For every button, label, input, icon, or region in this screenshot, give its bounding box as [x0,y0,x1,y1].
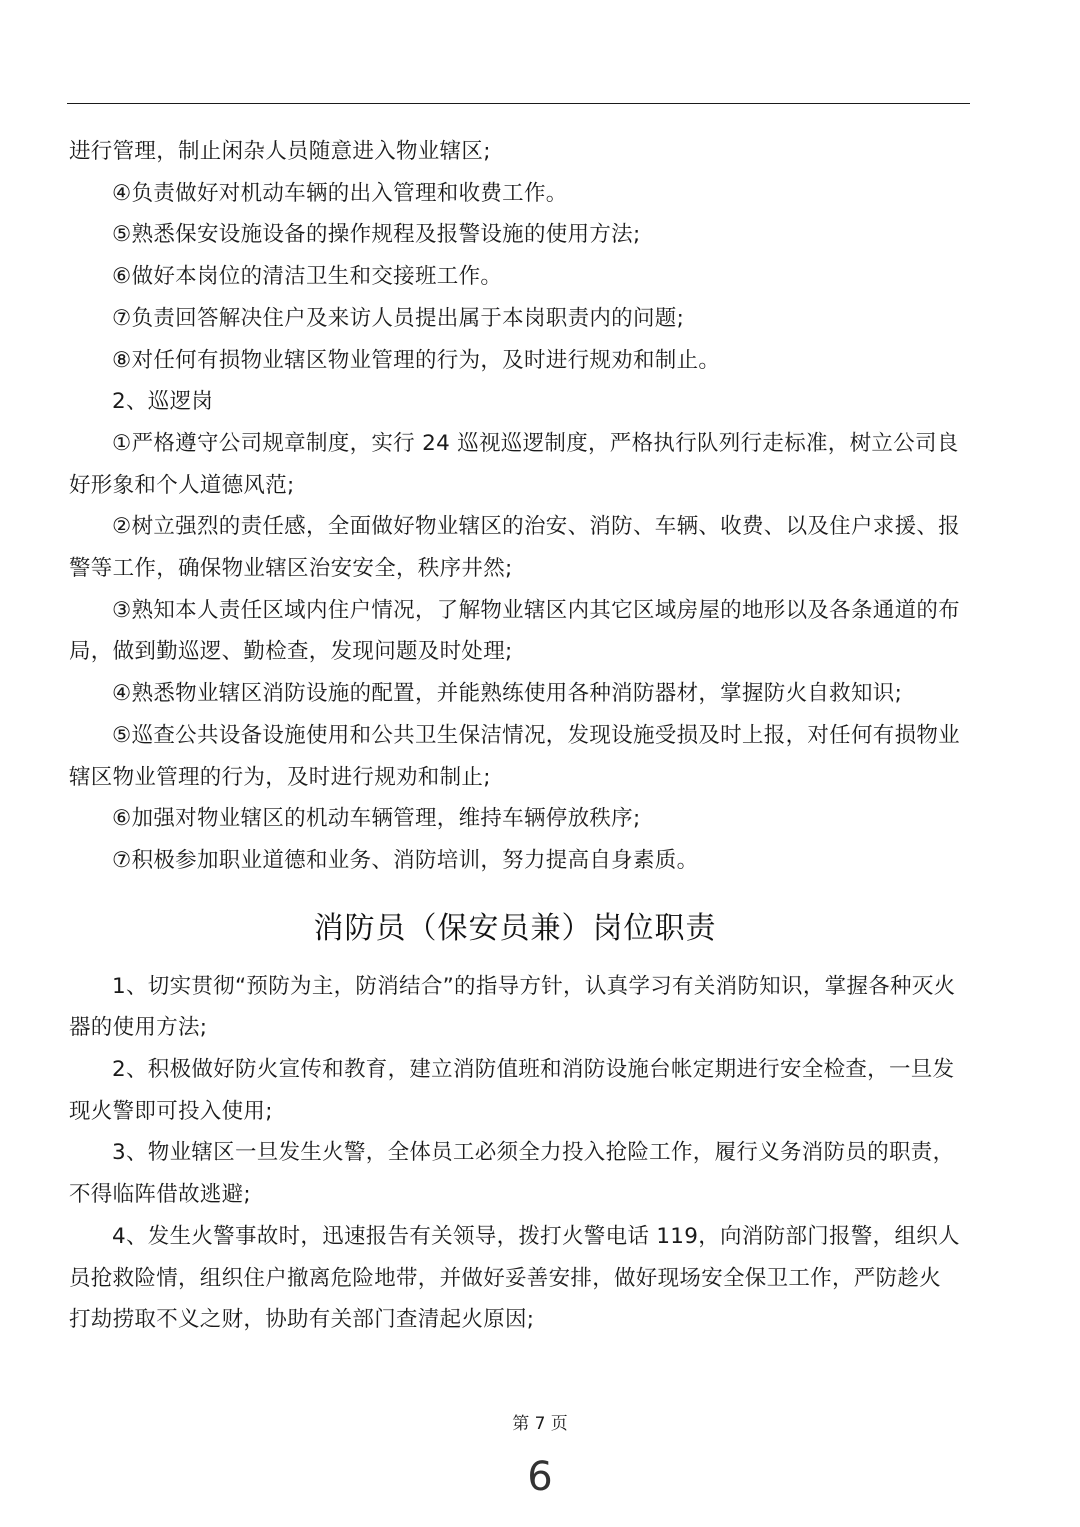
section-title: 消防员（保安员兼）岗位职责 [313,910,717,946]
paragraph: 进行管理，制止闲杂人员随意进入物业辖区; [69,139,491,164]
paragraph: ⑦负责回答解决住户及来访人员提出属于本岗职责内的问题; [112,305,685,331]
duties-list-security [69,131,961,882]
paragraph: ⑥做好本岗位的清洁卫生和交接班工作。 [112,264,503,290]
paragraph: 1、切实贯彻“预防为主，防消结合”的指导方针，认真学习有关消防知识，掌握各种灭火器的使用方法; [69,973,956,1041]
duties-list-firefighter [69,966,961,1341]
paragraph: 3、物业辖区一旦发生火警，全体员工必须全力投入抢险工作，履行义务消防员的职责，不得临阵借故逃避; [69,1140,955,1208]
page-number: 6 [527,1454,553,1500]
paragraph: ④负责做好对机动车辆的出入管理和收费工作。 [112,180,568,206]
paragraph: ⑤巡查公共设备设施使用和公共卫生保洁情况，发现设施受损及时上报，对任何有损物业辖区物业管理的行为，及时进行规劝和制止; [69,722,960,790]
paragraph: 2、巡逻岗 [112,389,214,415]
document-body [69,131,961,1341]
paragraph: ③熟知本人责任区域内住户情况，了解物业辖区内其它区域房屋的地形以及各条通道的布局，做到勤巡逻、勤检查，发现问题及时处理; [69,597,960,665]
paragraph: ⑤熟悉保安设施设备的操作规程及报警设施的使用方法; [112,222,641,248]
paragraph: ⑦积极参加职业道德和业务、消防培训，努力提高自身素质。 [112,847,699,873]
paragraph: ⑥加强对物业辖区的机动车辆管理，维持车辆停放秩序; [112,806,641,832]
page-footer-label: 第 7 页 [512,1414,568,1434]
paragraph: 4、发生火警事故时，迅速报告有关领导，拨打火警电话 119，向消防部门报警，组织人员抢救险情，组织住户撤离危险地带，并做好妥善安排，做好现场安全保卫工作，严防趁火打劫捞取不义之财，协助有关部门查清起火原因; [69,1223,960,1333]
paragraph: 2、积极做好防火宣传和教育，建立消防值班和消防设施台帐定期进行安全检查，一旦发现火警即可投入使用; [69,1057,955,1124]
paragraph: ④熟悉物业辖区消防设施的配置，并能熟练使用各种消防器材，掌握防火自救知识; [112,681,903,707]
header-rule [67,103,970,104]
paragraph: ①严格遵守公司规章制度，实行 24 巡视巡逻制度，严格执行队列行走标准，树立公司良好形象和个人道德风范; [69,430,959,498]
paragraph: ⑧对任何有损物业辖区物业管理的行为，及时进行规劝和制止。 [112,347,721,373]
paragraph: ②树立强烈的责任感，全面做好物业辖区的治安、消防、车辆、收费、以及住户求援、报警等工作，确保物业辖区治安安全，秩序井然; [69,514,960,582]
